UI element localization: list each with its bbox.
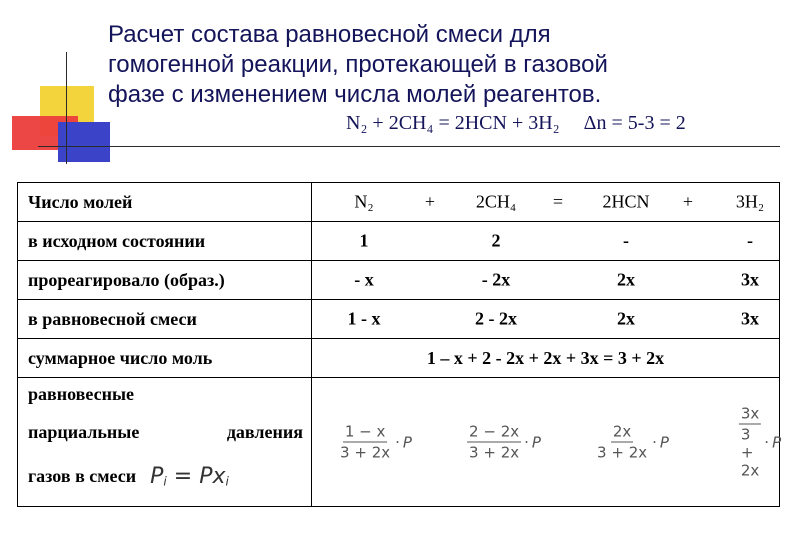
cell: 2x <box>617 308 635 329</box>
cell: 2CH₄ <box>475 191 517 212</box>
cell: 1 - x <box>347 308 381 329</box>
delta-n: Δn = 5-3 = 2 <box>583 112 686 134</box>
reaction-equation <box>346 112 686 135</box>
title-line-1: Расчет состава равновесной смеси для <box>108 21 551 48</box>
label-line-3 <box>28 464 303 489</box>
row-label: в равновесной смеси <box>18 300 312 339</box>
pressure-fraction: $\frac{1 - x}{3 + 2x}$ · P <box>340 422 412 462</box>
row-label <box>18 378 312 507</box>
row-cells <box>312 300 780 339</box>
pressure-fraction: $\frac{3x}{3 + 2x}$ · P <box>740 404 782 480</box>
cell: - x <box>354 269 374 290</box>
partial-pressure-formula: $P_i = Px_i$ <box>150 464 229 489</box>
sum-value: 1 – x + 2 - 2x + 2x + 3x = 3 + 2x <box>312 339 780 378</box>
cell: 2HCN <box>602 191 650 212</box>
cell: - <box>623 230 629 251</box>
cell: + <box>682 191 694 212</box>
label-word: давления <box>226 422 303 442</box>
row-label: Число молей <box>18 183 312 222</box>
row-label: суммарное число моль <box>18 339 312 378</box>
row-label: прореагировало (образ.) <box>18 261 312 300</box>
cell: 1 <box>359 230 369 251</box>
cell: 3H₂ <box>735 191 765 212</box>
cell: 2 - 2x <box>475 308 517 329</box>
title-line-2: гомогенной реакции, протекающей в газовой <box>108 51 608 78</box>
cell: - 2x <box>481 269 511 290</box>
table-row <box>18 183 780 222</box>
logo-vertical-line <box>66 52 67 164</box>
label-text: газов в смеси <box>28 466 137 486</box>
cell: + <box>424 191 436 212</box>
slide-title <box>108 20 772 110</box>
pressure-fraction: $\frac{2x}{3 + 2x}$ · P <box>597 422 669 462</box>
row-label: в исходном состоянии <box>18 222 312 261</box>
label-line-2 <box>28 422 303 443</box>
cell: 2 <box>491 230 501 251</box>
title-line-3: фазе с изменением числа молей реагентов. <box>108 81 602 108</box>
fractions-cell <box>312 378 780 507</box>
partial-pressure-row <box>18 378 780 507</box>
cell: 3x <box>741 308 759 329</box>
sum-row <box>18 339 780 378</box>
row-cells <box>312 261 780 300</box>
label-line-1: равновесные <box>28 384 134 404</box>
row-cells <box>312 222 780 261</box>
table-row <box>18 222 780 261</box>
cell: 2x <box>617 269 635 290</box>
pressure-fraction: $\frac{2 - 2x}{3 + 2x}$ · P <box>469 422 541 462</box>
label-word: парциальные <box>28 422 140 442</box>
row-cells <box>312 183 780 222</box>
cell: - <box>747 230 753 251</box>
reaction-formula: N₂ + 2CH₄ = 2HCN + 3H₂ <box>346 112 560 134</box>
cell: 3x <box>741 269 759 290</box>
equilibrium-table <box>17 182 780 507</box>
cell: = <box>552 191 564 212</box>
header-divider-line <box>38 146 780 147</box>
table-row <box>18 300 780 339</box>
table-row <box>18 261 780 300</box>
cell: N₂ <box>354 191 374 212</box>
